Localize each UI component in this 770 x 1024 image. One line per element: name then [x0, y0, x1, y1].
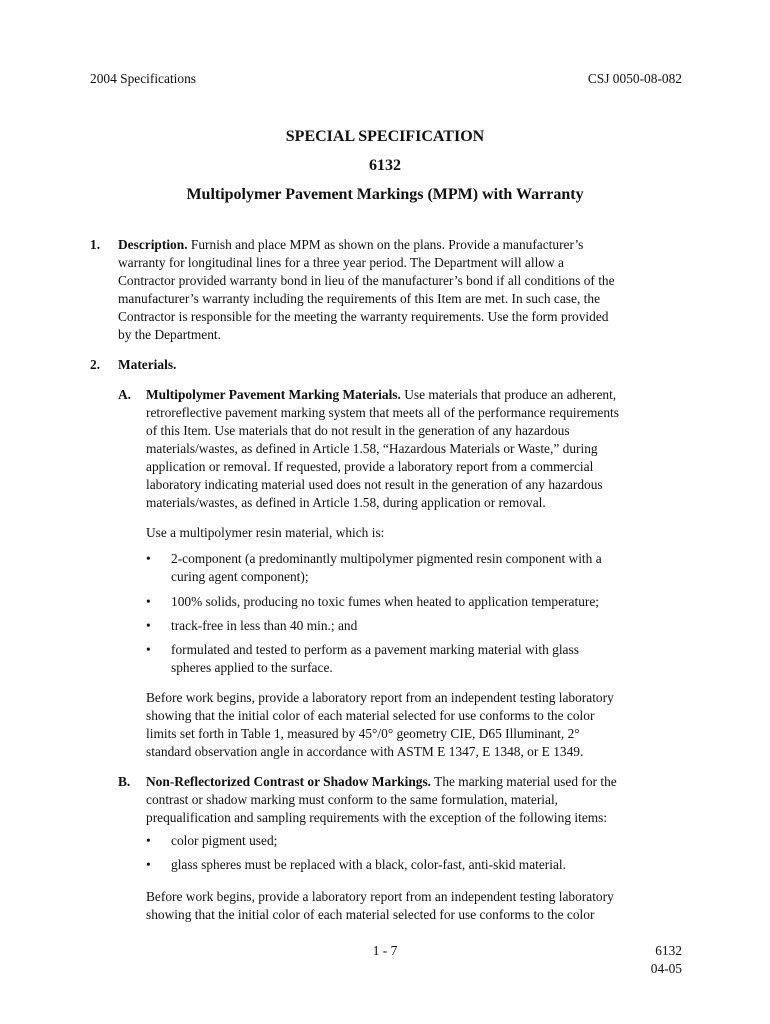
title-subject: Multipolymer Pavement Markings (MPM) with Warranty — [186, 186, 584, 203]
bullet-icon: • — [146, 642, 151, 657]
resin-intro: Use a multipolymer resin material, which is: — [146, 525, 385, 540]
subsection-a-line: materials/wastes, as defined in Article 1.58, during application or removal. — [146, 495, 546, 510]
subsection-a-line: materials/wastes, as defined in Article 1.58, “Hazardous Materials or Waste,” during — [146, 441, 598, 456]
lab-report-line: limits set forth in Table 1, measured by 45°/0° geometry CIE, D65 Illuminant, 2° — [146, 726, 580, 741]
list-item: 100% solids, producing no toxic fumes when heated to application temperature; — [171, 594, 600, 609]
subsection-b-line: contrast or shadow marking must conform to the same formulation, material, — [146, 792, 559, 807]
subsection-a-line: retroreflective pavement marking system that meets all of the performance requirements — [146, 405, 619, 420]
section1-line: Contractor is responsible for the meeting the warranty requirements. Use the form provided — [118, 309, 609, 324]
bullet-icon: • — [146, 618, 151, 633]
footer-spec — [651, 942, 682, 978]
bullet-icon: • — [146, 833, 151, 848]
section1-heading: Description. — [118, 237, 188, 252]
list-item: color pigment used; — [171, 833, 278, 848]
subsection-b-heading: Non-Reflectorized Contrast or Shadow Markings. — [146, 774, 432, 789]
lab-report-line: Before work begins, provide a laboratory report from an independent testing laboratory — [146, 690, 614, 705]
list-item: formulated and tested to perform as a pavement marking material with glass — [171, 642, 579, 657]
section1-line: manufacturer’s warranty including the requirements of this Item are met. In such case, the — [118, 291, 601, 306]
subsection-b-line: prequalification and sampling requirements with the exception of the following items: — [146, 810, 608, 825]
section1-number: 1. — [90, 237, 101, 252]
bullet-icon: • — [146, 594, 151, 609]
list-item: track-free in less than 40 min.; and — [171, 618, 358, 633]
text: Use materials that produce an adherent, — [400, 387, 617, 402]
title-line1: SPECIAL SPECIFICATION — [285, 128, 485, 145]
section2-heading: Materials. — [118, 357, 177, 372]
lab-report-line: Before work begins, provide a laboratory report from an independent testing laboratory — [146, 889, 614, 904]
subsection-a-heading: Multipolymer Pavement Marking Materials. — [146, 387, 401, 402]
subsection-a-line: of this Item. Use materials that do not result in the generation of any hazardous — [146, 423, 570, 438]
list-item: spheres applied to the surface. — [171, 660, 333, 675]
page-number: 1 - 7 — [372, 943, 398, 958]
subsection-b-label: B. — [118, 774, 131, 789]
section1-line — [118, 236, 680, 254]
list-item: curing agent component); — [171, 569, 309, 584]
text: Furnish and place MPM as shown on the plans. Provide a manufacturer’s — [187, 237, 584, 252]
subsection-a-label: A. — [118, 387, 132, 402]
section1-line: by the Department. — [118, 327, 221, 342]
subsection-a-line: application or removal. If requested, provide a laboratory report from a commercial — [146, 459, 594, 474]
title-number: 6132 — [369, 157, 401, 174]
header-left: 2004 Specifications — [90, 71, 196, 86]
section1-line: Contractor provided warranty bond in lieu of the manufacturer’s bond if all conditions of the — [118, 273, 615, 288]
lab-report-line: showing that the initial color of each material selected for use conforms to the color — [146, 708, 595, 723]
list-item: glass spheres must be replaced with a black, color-fast, anti-skid material. — [171, 857, 566, 872]
footer-date: 04-05 — [650, 961, 682, 976]
section2-number: 2. — [90, 357, 101, 372]
lab-report-line: standard observation angle in accordance with ASTM E 1347, E 1348, or E 1349. — [146, 744, 584, 759]
list-item: 2-component (a predominantly multipolymer pigmented resin component with a — [171, 551, 602, 566]
bullet-icon: • — [146, 857, 151, 872]
lab-report-line: showing that the initial color of each material selected for use conforms to the color — [146, 907, 595, 922]
subsection-a-line: laboratory indicating material used does not result in the generation of any hazardous — [146, 477, 603, 492]
section1-line: warranty for longitudinal lines for a three year period. The Department will allow a — [118, 255, 564, 270]
subsection-a-line — [146, 386, 680, 404]
header-right: CSJ 0050-08-082 — [587, 71, 682, 86]
text: The marking material used for the — [431, 774, 617, 789]
footer-spec-number: 6132 — [655, 943, 682, 958]
subsection-b-line — [146, 773, 680, 791]
bullet-icon: • — [146, 551, 151, 566]
